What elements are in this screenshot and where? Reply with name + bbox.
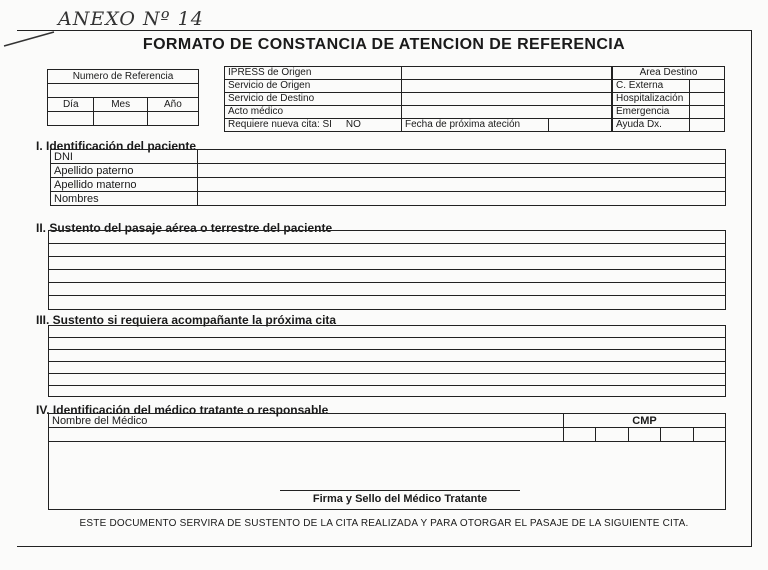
cmp-label: CMP bbox=[564, 414, 726, 428]
area-item-label: Emergencia bbox=[613, 106, 690, 119]
area-item-checkbox[interactable] bbox=[690, 119, 725, 132]
cmp-digit[interactable] bbox=[596, 428, 628, 442]
acto-medico-value[interactable] bbox=[402, 106, 612, 119]
section-2-lines[interactable] bbox=[48, 230, 726, 310]
ipress-label: IPRESS de Origen bbox=[225, 67, 402, 80]
reference-table bbox=[47, 69, 199, 126]
signature-line[interactable] bbox=[280, 490, 520, 491]
doctor-name-label: Nombre del Médico bbox=[49, 414, 564, 428]
footer-note: ESTE DOCUMENTO SERVIRA DE SUSTENTO DE LA CITA REALIZADA Y PARA OTORGAR EL PASAJE DE LA SIGUIENTE CITA. bbox=[79, 518, 689, 529]
area-item-label: Ayuda Dx. bbox=[613, 119, 690, 132]
section-2-title: II. Sustento del pasaje aérea o terrestre del paciente bbox=[36, 221, 333, 235]
doctor-table bbox=[48, 413, 726, 442]
requiere-cita-label: Requiere nueva cita: SI bbox=[228, 119, 332, 130]
apellido-paterno-label: Apellido paterno bbox=[51, 164, 198, 178]
area-item-label: Hospitalización bbox=[613, 93, 690, 106]
section-3-lines[interactable] bbox=[48, 325, 726, 397]
ipress-value[interactable] bbox=[402, 67, 612, 80]
origin-table bbox=[224, 66, 612, 132]
area-destino-table bbox=[612, 66, 725, 132]
reference-number-cell[interactable] bbox=[48, 84, 199, 98]
area-item-label: C. Externa bbox=[613, 80, 690, 93]
no-label: NO bbox=[345, 119, 361, 130]
nombres-label: Nombres bbox=[51, 192, 198, 206]
cmp-digit[interactable] bbox=[693, 428, 725, 442]
section-1-title: I. Identificación del paciente bbox=[36, 139, 197, 153]
dia-cell[interactable] bbox=[48, 112, 94, 126]
servicio-destino-value[interactable] bbox=[402, 93, 612, 106]
dia-label: Día bbox=[48, 98, 94, 112]
nombres-value[interactable] bbox=[198, 192, 726, 206]
section-3-title: III. Sustento si requiera acompañante la próxima cita bbox=[36, 313, 337, 327]
fecha-proxima-value[interactable] bbox=[549, 119, 612, 132]
patient-table bbox=[50, 149, 726, 206]
acto-medico-label: Acto médico bbox=[225, 106, 402, 119]
annex-label: ANEXO Nº 14 bbox=[58, 8, 204, 30]
cmp-digit[interactable] bbox=[661, 428, 693, 442]
area-item-checkbox[interactable] bbox=[690, 80, 725, 93]
dni-value[interactable] bbox=[198, 150, 726, 164]
area-destino-header: Area Destino bbox=[613, 67, 725, 80]
requiere-cita-cell[interactable] bbox=[225, 119, 402, 132]
apellido-materno-label: Apellido materno bbox=[51, 178, 198, 192]
signature-label: Firma y Sello del Médico Tratante bbox=[312, 493, 488, 505]
page-title: FORMATO DE CONSTANCIA DE ATENCION DE REFERENCIA bbox=[142, 36, 626, 53]
mes-cell[interactable] bbox=[94, 112, 147, 126]
mes-label: Mes bbox=[94, 98, 147, 112]
apellido-paterno-value[interactable] bbox=[198, 164, 726, 178]
reference-number-header: Numero de Referencia bbox=[48, 70, 199, 84]
servicio-origen-label: Servicio de Origen bbox=[225, 80, 402, 93]
anio-label: Año bbox=[147, 98, 198, 112]
area-item-checkbox[interactable] bbox=[690, 106, 725, 119]
cmp-digit[interactable] bbox=[564, 428, 596, 442]
doctor-name-value[interactable] bbox=[49, 428, 564, 442]
cmp-digit[interactable] bbox=[628, 428, 660, 442]
section-4-title: IV. Identificación del médico tratante o responsable bbox=[36, 403, 329, 417]
apellido-materno-value[interactable] bbox=[198, 178, 726, 192]
servicio-origen-value[interactable] bbox=[402, 80, 612, 93]
servicio-destino-label: Servicio de Destino bbox=[225, 93, 402, 106]
anio-cell[interactable] bbox=[147, 112, 198, 126]
area-item-checkbox[interactable] bbox=[690, 93, 725, 106]
dni-label: DNI bbox=[51, 150, 198, 164]
fecha-proxima-label: Fecha de próxima ateción bbox=[402, 119, 549, 132]
